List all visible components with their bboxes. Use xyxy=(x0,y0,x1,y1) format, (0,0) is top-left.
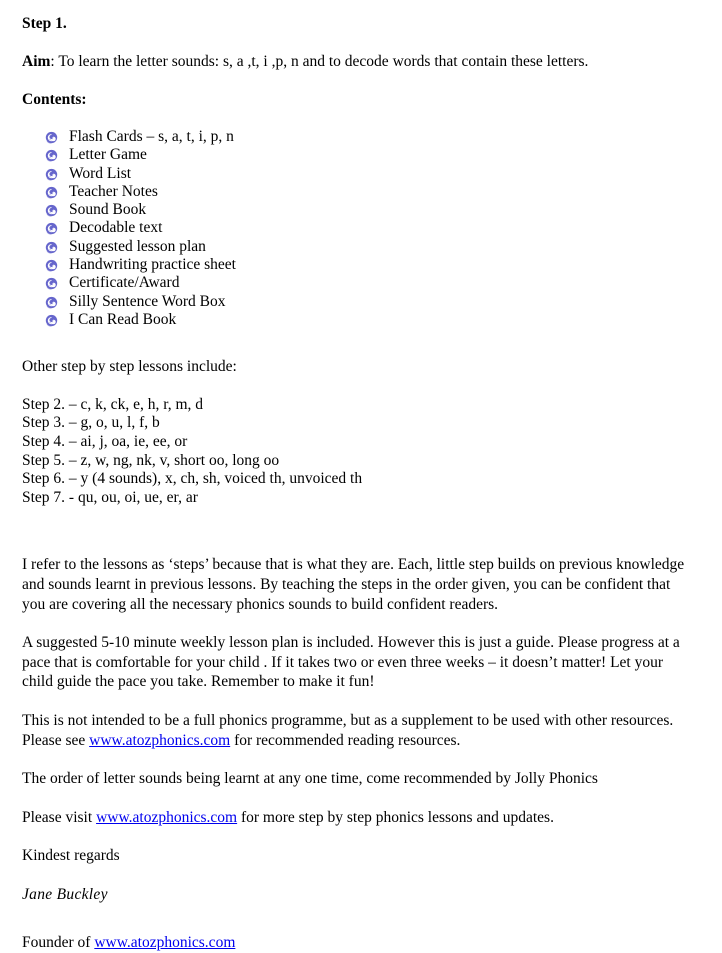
spiral-bullet-icon xyxy=(45,296,58,309)
list-item-label: Certificate/Award xyxy=(69,274,180,292)
list-item-label: Sound Book xyxy=(69,201,147,219)
step-line: Step 4. – ai, j, oa, ie, ee, or xyxy=(22,433,188,451)
step-line: Step 5. – z, w, ng, nk, v, short oo, long oo xyxy=(22,451,280,469)
aim-line xyxy=(22,52,694,71)
list-item-label: Word List xyxy=(69,164,132,182)
list-item xyxy=(22,238,694,256)
spiral-bullet-icon xyxy=(45,314,58,327)
spacer xyxy=(22,614,694,633)
list-item xyxy=(22,201,694,219)
page-title: Step 1. xyxy=(22,15,67,32)
spiral-bullet-icon xyxy=(45,204,58,217)
paragraph-visit xyxy=(22,808,694,828)
paragraph-visit-text-before: Please visit xyxy=(22,808,97,826)
spiral-bullet-icon xyxy=(45,241,58,254)
spacer xyxy=(22,348,694,358)
list-item xyxy=(22,183,694,201)
aim-label: Aim xyxy=(22,53,51,70)
aim-text: To learn the letter sounds: s, a ,t, i ,p, n and to decode words that contain these letters. xyxy=(54,53,589,70)
atozphonics-link-founder[interactable]: www.atozphonics.com xyxy=(94,933,236,951)
list-item-label: I Can Read Book xyxy=(69,310,177,328)
spacer xyxy=(22,377,694,396)
list-item xyxy=(22,128,694,146)
spiral-bullet-icon xyxy=(45,222,58,235)
list-item xyxy=(22,219,694,237)
founder-line xyxy=(22,933,694,953)
other-lessons-intro: Other step by step lessons include: xyxy=(22,358,237,376)
list-item-label: Suggested lesson plan xyxy=(69,237,206,255)
spiral-bullet-icon xyxy=(45,186,58,199)
step-line: Step 6. – y (4 sounds), x, ch, sh, voiced th, unvoiced th xyxy=(22,470,363,488)
spacer xyxy=(22,750,694,769)
spacer xyxy=(22,33,694,52)
step-line: Step 3. – g, o, u, l, f, b xyxy=(22,414,160,432)
list-item xyxy=(22,311,694,329)
paragraph-jolly-phonics: The order of letter sounds being learnt at any one time, come recommended by Jolly Phonics xyxy=(22,770,598,788)
list-item-label: Teacher Notes xyxy=(69,182,158,200)
spacer xyxy=(22,827,694,846)
spacer xyxy=(22,71,694,90)
spiral-bullet-icon xyxy=(45,168,58,181)
list-item-label: Letter Game xyxy=(69,146,147,164)
aim-separator: : xyxy=(50,53,55,70)
paragraph-lesson-plan: A suggested 5-10 minute weekly lesson plan is included. However this is just a guide. Please progress at a pace that is comfortable for your child . If it takes two or even three weeks – it doesn’t matter! Let your child guide the pace you take. Remember to make it fun! xyxy=(22,634,680,691)
list-item-label: Silly Sentence Word Box xyxy=(69,292,226,310)
step-line: Step 2. – c, k, ck, e, h, r, m, d xyxy=(22,395,204,413)
contents-heading: Contents: xyxy=(22,91,87,108)
spiral-bullet-icon xyxy=(45,131,58,144)
signature-name: Jane Buckley xyxy=(22,885,108,903)
list-item xyxy=(22,293,694,311)
spacer xyxy=(22,545,694,555)
paragraph-supplement xyxy=(22,711,694,750)
step-line: Step 7. - qu, ou, oi, ue, er, ar xyxy=(22,488,198,506)
spacer xyxy=(22,507,694,526)
spiral-bullet-icon xyxy=(45,277,58,290)
paragraph-visit-text-after: for more step by step phonics lessons and updates. xyxy=(237,808,554,826)
list-item-label: Flash Cards – s, a, t, i, p, n xyxy=(69,128,234,145)
list-item xyxy=(22,256,694,274)
contents-list xyxy=(22,128,694,329)
closing-line: Kindest regards xyxy=(22,847,120,865)
spacer xyxy=(22,329,694,348)
steps-list xyxy=(22,396,694,508)
spacer xyxy=(22,526,694,545)
list-item-label: Handwriting practice sheet xyxy=(69,256,236,274)
spacer xyxy=(22,923,694,933)
paragraph-supplement-text-before: This is not intended to be a full phonics programme, but as a supplement to be used with other resources. Please see xyxy=(22,711,674,749)
list-item-label: Decodable text xyxy=(69,219,163,237)
spacer xyxy=(22,692,694,711)
spacer xyxy=(22,109,694,128)
spacer xyxy=(22,789,694,808)
spiral-bullet-icon xyxy=(45,149,58,162)
list-item xyxy=(22,165,694,183)
atozphonics-link-resources[interactable]: www.atozphonics.com xyxy=(89,731,231,749)
list-item xyxy=(22,274,694,292)
spacer xyxy=(22,866,694,885)
list-item xyxy=(22,146,694,164)
paragraph-steps-explanation: I refer to the lessons as ‘steps’ because that is what they are. Each, little step builds on previous knowledge and sounds learnt in previous lessons. By teaching the steps in the order given, you can be confident that you are covering all the necessary phonics sounds to build confident readers. xyxy=(22,556,685,613)
spiral-bullet-icon xyxy=(45,259,58,272)
paragraph-supplement-text-after: for recommended reading resources. xyxy=(230,731,461,749)
atozphonics-link-visit[interactable]: www.atozphonics.com xyxy=(96,808,238,826)
founder-text-before: Founder of xyxy=(22,933,95,951)
spacer xyxy=(22,904,694,923)
